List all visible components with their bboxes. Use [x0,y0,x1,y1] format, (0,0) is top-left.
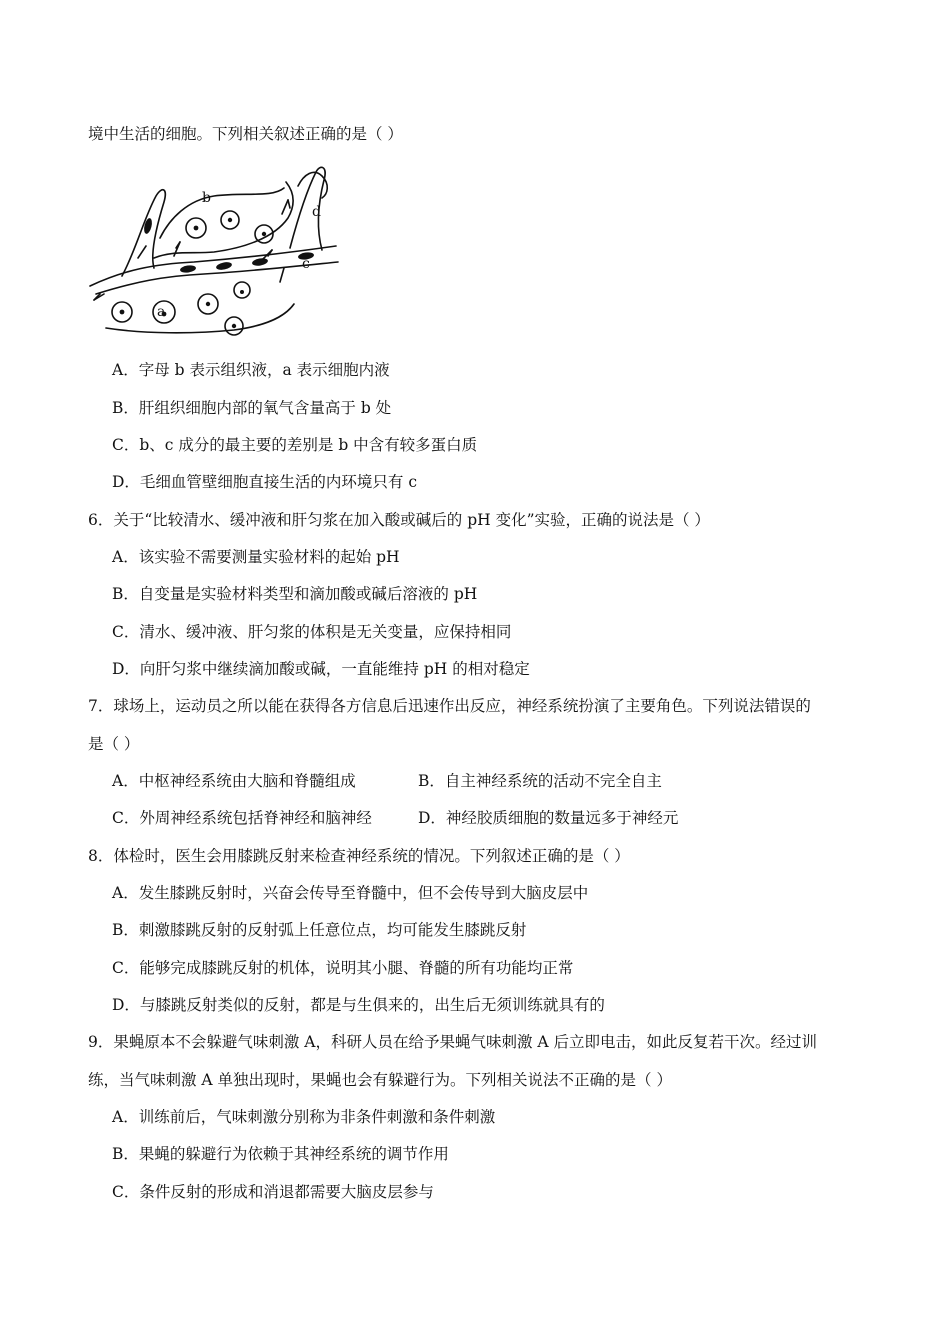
q7-option-b: B．自主神经系统的活动不完全自主 [418,772,662,790]
label-a: a [157,304,166,320]
q5-option-c: C．b、c 成分的最主要的差别是 b 中含有较多蛋白质 [112,436,478,454]
label-b: b [202,190,211,206]
q9-option-c: C．条件反射的形成和消退都需要大脑皮层参与 [112,1183,434,1201]
q5-stem-tail: 境中生活的细胞。下列相关叙述正确的是（ ） [88,125,403,143]
q6-option-d: D．向肝匀浆中继续滴加酸或碱，一直能维持 pH 的相对稳定 [112,660,530,678]
q6-option-c: C．清水、缓冲液、肝匀浆的体积是无关变量，应保持相同 [112,623,512,641]
q7-option-d: D．神经胶质细胞的数量远多于神经元 [418,809,679,827]
q7-option-a: A．中枢神经系统由大脑和脊髓组成 [112,772,356,790]
q8-option-a: A．发生膝跳反射时，兴奋会传导至脊髓中，但不会传导到大脑皮层中 [112,884,589,902]
q8-option-d: D．与膝跳反射类似的反射，都是与生俱来的，出生后无须训练就具有的 [112,996,605,1014]
q6-option-b: B．自变量是实验材料类型和滴加酸或碱后溶液的 pH [112,585,478,603]
q7-stem-line2: 是（ ） [88,735,140,753]
q5-option-d: D．毛细血管壁细胞直接生活的内环境只有 c [112,473,418,491]
q9-stem-line2: 练，当气味刺激 A 单独出现时，果蝇也会有躲避行为。下列相关说法不正确的是（ ） [88,1071,672,1089]
q5-option-b: B．肝组织细胞内部的氧气含量高于 b 处 [112,399,392,417]
q7-stem-line1: 7．球场上，运动员之所以能在获得各方信息后迅速作出反应，神经系统扮演了主要角色。下列说法错误的 [88,697,811,715]
q7-option-c: C．外周神经系统包括脊神经和脑神经 [112,809,372,827]
q9-option-b: B．果蝇的躲避行为依赖于其神经系统的调节作用 [112,1145,449,1163]
q8-option-c: C．能够完成膝跳反射的机体，说明其小腿、脊髓的所有功能均正常 [112,959,574,977]
q6-stem: 6．关于“比较清水、缓冲液和肝匀浆在加入酸或碱后的 pH 变化”实验，正确的说法是（ ） [88,511,710,529]
q9-option-a: A．训练前后，气味刺激分别称为非条件刺激和条件刺激 [112,1108,496,1126]
q6-option-a: A．该实验不需要测量实验材料的起始 pH [112,548,400,566]
label-c: c [302,256,310,272]
q8-option-b: B．刺激膝跳反射的反射弧上任意位点，均可能发生膝跳反射 [112,921,527,939]
label-d: d [312,204,321,220]
tissue-fluid-diagram [84,158,348,342]
q5-option-a: A．字母 b 表示组织液，a 表示细胞内液 [112,361,390,379]
q9-stem-line1: 9．果蝇原本不会躲避气味刺激 A，科研人员在给予果蝇气味刺激 A 后立即电击，如此反复若干次。经过训 [88,1033,818,1051]
q8-stem: 8．体检时，医生会用膝跳反射来检查神经系统的情况。下列叙述正确的是（ ） [88,847,630,865]
